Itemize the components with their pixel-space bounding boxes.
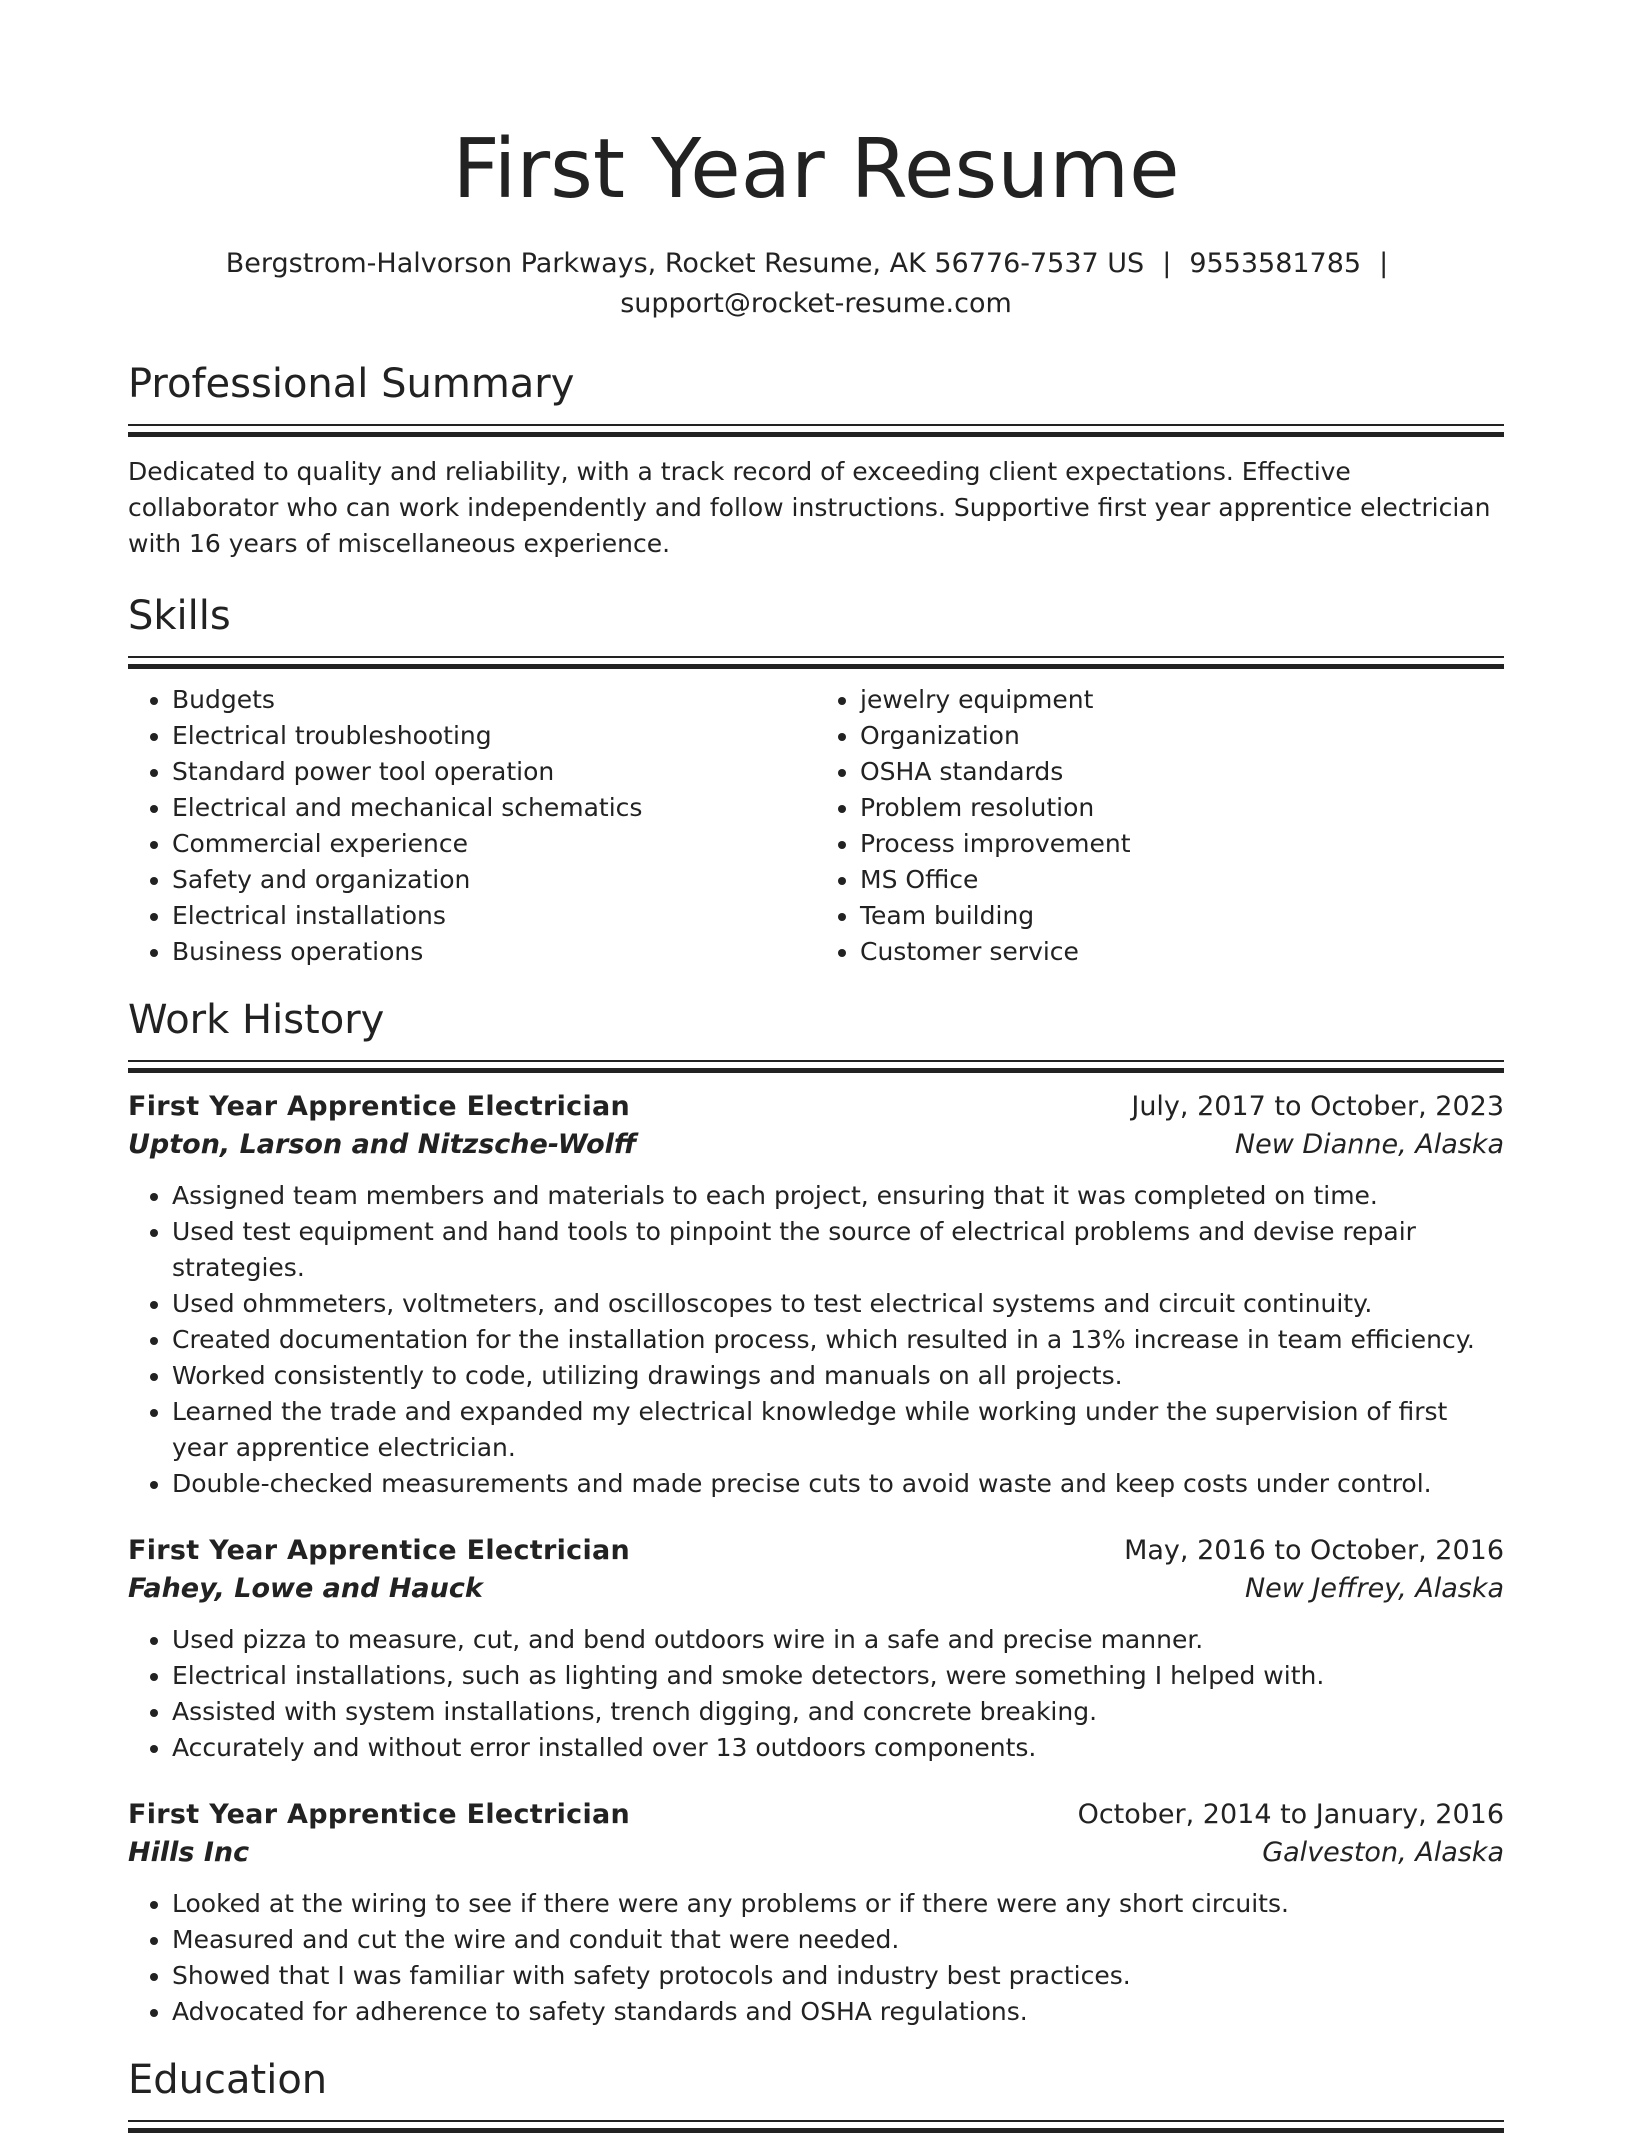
job-title: First Year Apprentice Electrician [128,1535,631,1566]
job-header [128,1532,1504,1570]
job-dates: May, 2016 to October, 2016 [1124,1535,1504,1566]
job-company: Fahey, Lowe and Hauck [128,1573,483,1604]
job-company: Hills Inc [128,1837,250,1868]
job-bullet: • Created documentation for the installation process, which resulted in a 13% increase in team efficiency. [172,1322,1504,1358]
job-dates: July, 2017 to October, 2023 [1131,1091,1504,1122]
contact-phone: 9553581785 [1189,248,1362,279]
skills-heading: Skills [128,593,231,639]
job-subheader [128,1570,1504,1608]
job-bullet: • Used test equipment and hand tools to pinpoint the source of electrical problems and devise repair strategies. [172,1214,1504,1286]
work-section [128,994,1504,2030]
job-entry [128,1088,1504,1502]
job-location: New Jeffrey, Alaska [1244,1573,1504,1604]
job-bullets [128,1178,1504,1502]
job-bullet: • Used pizza to measure, cut, and bend outdoors wire in a safe and precise manner. [172,1622,1504,1658]
job-bullets [128,1622,1504,1766]
work-heading: Work History [128,997,385,1043]
job-dates: October, 2014 to January, 2016 [1077,1799,1504,1830]
summary-heading: Professional Summary [128,361,575,407]
job-location: New Dianne, Alaska [1234,1129,1504,1160]
job-bullet: • Accurately and without error installed over 13 outdoors components. [172,1730,1504,1766]
job-bullet: • Showed that I was familiar with safety protocols and industry best practices. [172,1958,1504,1994]
skill-item: • MS Office [860,862,1504,898]
skill-item: • Customer service [860,934,1504,970]
section-divider [128,1060,1504,1074]
job-bullet: • Electrical installations, such as lighting and smoke detectors, were something I helped with. [172,1658,1504,1694]
job-entry [128,1796,1504,2030]
skills-section [128,590,1504,970]
skill-item: • Standard power tool operation [172,754,816,790]
skill-item: • Problem resolution [860,790,1504,826]
job-header [128,1796,1504,1834]
job-bullet: • Measured and cut the wire and conduit that were needed. [172,1922,1504,1958]
job-title: First Year Apprentice Electrician [128,1091,631,1122]
skills-columns [128,682,1504,970]
job-company: Upton, Larson and Nitzsche-Wolff [128,1129,637,1160]
resume-title: First Year Resume [452,122,1180,217]
skill-item: • OSHA standards [860,754,1504,790]
job-bullet: • Learned the trade and expanded my electrical knowledge while working under the supervision of first year apprentice electrician. [172,1394,1504,1466]
skill-item: • Electrical troubleshooting [172,718,816,754]
contact-separator: | [1162,248,1172,279]
job-bullet: • Looked at the wiring to see if there were any problems or if there were any short circuits. [172,1886,1504,1922]
job-bullets [128,1886,1504,2030]
skills-list-right [816,682,1504,970]
education-heading: Education [128,2057,328,2103]
skill-item: • jewelry equipment [860,682,1504,718]
skill-item: • Business operations [172,934,816,970]
contact-line [128,244,1504,324]
section-divider [128,656,1504,670]
contact-separator: | [1379,248,1389,279]
summary-text: Dedicated to quality and reliability, with a track record of exceeding client expectations. Effective collaborator who can work independently and follow instructions. Supportive first year apprentice electrician with 16 years of miscellaneous experience. [128,457,1491,558]
section-divider [128,424,1504,438]
education-section [128,2054,1504,2134]
skill-item: • Electrical and mechanical schematics [172,790,816,826]
job-subheader [128,1126,1504,1164]
skill-item: • Safety and organization [172,862,816,898]
job-bullet: • Worked consistently to code, utilizing drawings and manuals on all projects. [172,1358,1504,1394]
skill-item: • Process improvement [860,826,1504,862]
skill-item: • Organization [860,718,1504,754]
job-bullet: • Assisted with system installations, trench digging, and concrete breaking. [172,1694,1504,1730]
job-header [128,1088,1504,1126]
skill-item: • Budgets [172,682,816,718]
contact-address: Bergstrom-Halvorson Parkways, Rocket Resume, AK 56776-7537 US [225,248,1145,279]
job-subheader [128,1834,1504,1872]
skills-list-left [128,682,816,970]
job-bullet: • Used ohmmeters, voltmeters, and oscilloscopes to test electrical systems and circuit continuity. [172,1286,1504,1322]
skill-item: • Team building [860,898,1504,934]
summary-section [128,358,1504,562]
job-entry [128,1532,1504,1766]
skill-item: • Electrical installations [172,898,816,934]
job-location: Galveston, Alaska [1262,1837,1504,1868]
skill-item: • Commercial experience [172,826,816,862]
contact-email: support@rocket-resume.com [620,288,1012,319]
job-bullet: • Assigned team members and materials to each project, ensuring that it was completed on time. [172,1178,1504,1214]
job-bullet: • Double-checked measurements and made precise cuts to avoid waste and keep costs under control. [172,1466,1504,1502]
job-bullet: • Advocated for adherence to safety standards and OSHA regulations. [172,1994,1504,2030]
job-title: First Year Apprentice Electrician [128,1799,631,1830]
section-divider [128,2120,1504,2134]
